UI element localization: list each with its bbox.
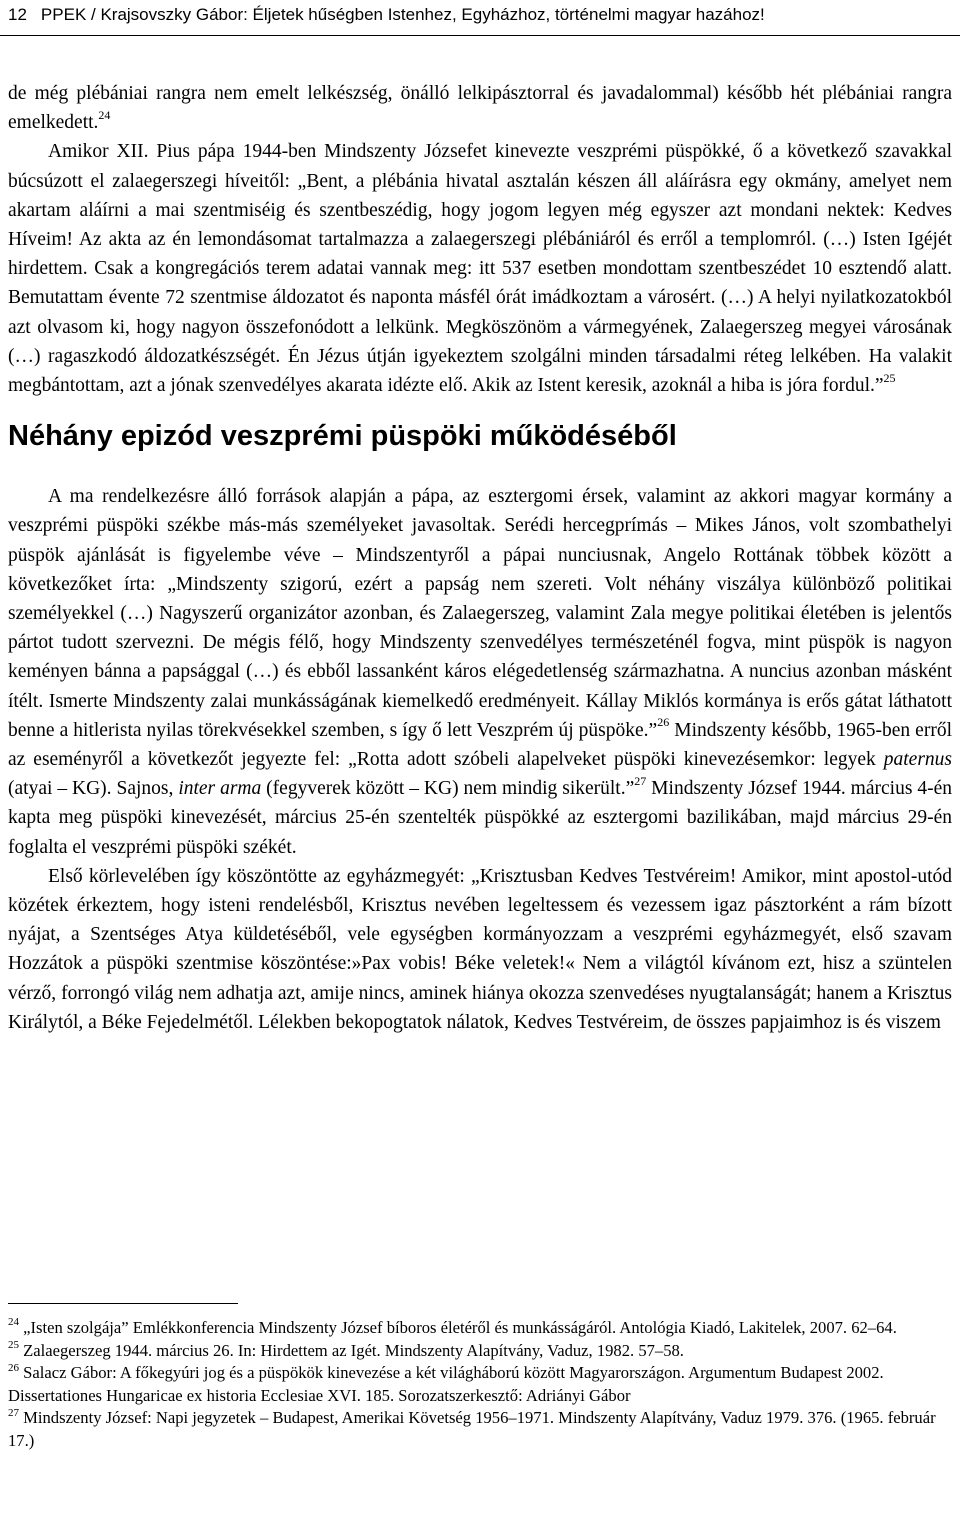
paragraph-3: [8, 482, 952, 862]
paragraph-4-text: Első körlevelében így köszöntötte az egyházmegyét: „Krisztusban Kedves Testvéreim! Amikor, mint apostol-utód közétek érkeztem, hogy isteni rendelésből, Krisztus nevében legeltessem és vezessem igaz pásztorként a rám bízott nyájat, a Szentséges Atya küldetéséből, vele egységben kormányozzam a veszprémi egyházmegyét, első szavam Hozzátok a püspöki szentmise köszöntése:»Pax vobis! Béke veletek!« Nem a világtól kívánom ezt, hisz a szüntelen vérző, forrongó világ nem adhatja azt, amije nincs, aminek hiánya okozza szenvedéses nyugtalanságát; hanem a Krisztus Királytól, a Béke Fejedelmétől. Lélekben bekopogtatok nálatok, Kedves Testvéreim, de összes papjaimhoz is és viszem: [8, 865, 952, 1033]
footnote-text: Salacz Gábor: A főkegyúri jog és a püspökök kinevezése a két világháború között Magyarországon. Argumentum Budapest 2002. Dissertationes Hungaricae ex historia Ecclesiae XVI. 185. Sorozatszerkesztő: Adriányi Gábor: [8, 1363, 884, 1405]
footnote-ref-25[interactable]: 25: [883, 370, 896, 385]
running-header: [8, 4, 952, 26]
footnote-26: [8, 1362, 952, 1407]
page-number: 12: [8, 5, 27, 24]
paragraph-3-text-b: Mindszenty később, 1965-ben erről az eseményről a következőt jegyezte fel: „Rotta adott szóbeli alapelveket püspöki kinevezésemkor: legyek: [8, 719, 952, 771]
footnote-number: 25: [8, 1339, 19, 1352]
footnote-text: Mindszenty József: Napi jegyzetek – Budapest, Amerikai Követség 1956–1971. Mindszenty Alapítvány, Vaduz 1979. 376. (1965. február 17.): [8, 1408, 936, 1450]
footnote-ref-26[interactable]: 26: [657, 715, 670, 730]
header-rule: [0, 35, 960, 36]
paragraph-4: [8, 862, 952, 1037]
running-title: PPEK / Krajsovszky Gábor: Éljetek hűségben Istenhez, Egyházhoz, történelmi magyar hazához!: [40, 5, 765, 24]
footnote-number: 26: [8, 1361, 19, 1374]
paragraph-1: [8, 79, 952, 137]
italic-paternus: paternus: [883, 749, 952, 771]
footnote-24: [8, 1317, 952, 1340]
footnote-number: 24: [8, 1316, 19, 1329]
footnote-text: „Isten szolgája” Emlékkonferencia Mindszenty József bíboros életéről és munkásságáról. Antológia Kiadó, Lakitelek, 2007. 62–64.: [19, 1318, 897, 1337]
footnote-number: 27: [8, 1406, 19, 1419]
paragraph-3-text-c: (atyai – KG). Sajnos,: [8, 778, 179, 800]
footnote-25: [8, 1340, 952, 1363]
footnote-rule: [8, 1303, 238, 1304]
paragraph-3-text-a: A ma rendelkezésre álló források alapján a pápa, az esztergomi érsek, valamint az akkori magyar kormány a veszprémi püspöki székbe más-más személyeket javasoltak. Serédi hercegprímás – Mikes János, volt szombathelyi püspök ajánlását is figyelembe véve – Mindszentyről a pápai nunciusnak, Angelo Rottának többek között a következőket írta: „Mindszenty szigorú, ezért a papság nem szereti. Volt néhány viszálya különböző politikai személyekkel (…) Nagyszerű organizátor azonban, és Zalaegerszeg, valamint Zala megye politikai életében is jelentős pártot tudott szervezni. De mégis félő, hogy Mindszenty szenvedélyes természeténél fogva, mint püspök is nagyon keményen bánna a papsággal (…) és ebből lassanként káros elégedetlenség származhatna. A nuncius azonban másként ítélt. Ismerte Mindszenty zalai munkásságának kiemelkedő eredményeit. Kállay Miklós kormánya is erős gátat láthatott benne a hitlerista nyilas törekvésekkel szemben, s így ő lett Veszprém új püspöke.”: [8, 486, 952, 741]
paragraph-2: [8, 137, 952, 400]
footnote-text: Zalaegerszeg 1944. március 26. In: Hirdettem az Igét. Mindszenty Alapítvány, Vaduz, 1982. 57–58.: [19, 1340, 684, 1360]
footnote-ref-27[interactable]: 27: [634, 773, 647, 788]
paragraph-3-text-d: (fegyverek között – KG) nem mindig sikerült.”: [261, 778, 635, 800]
paragraph-3-text-e: Mindszenty József 1944. március 4-én kapta meg püspöki kinevezését, március 25-én szentelték püspökké az esztergomi bazilikában, majd március 29-én foglalta el veszprémi püspöki székét.: [8, 778, 952, 858]
footnote-ref-24[interactable]: 24: [98, 107, 111, 122]
paragraph-1-text: de még plébániai rangra nem emelt lelkészség, önálló lelkipásztorral és javadalommal) később hét plébániai rangra emelkedett.: [8, 83, 952, 134]
body-text: [8, 79, 952, 1037]
footnote-27: [8, 1407, 952, 1452]
paragraph-2-text: Amikor XII. Pius pápa 1944-ben Mindszenty Józsefet kinevezte veszprémi püspökké, ő a következő szavakkal búcsúzott el zalaegerszegi híveitől: „Bent, a plébánia hivatal asztalán készen áll aláírásra egy okmány, amelyet nem akartam aláírni a mai szentmiséig és szentbeszédig, hogy jogom legyen még egyszer azt mondani nektek: Kedves Híveim! Az akta az én lemondásomat tartalmazza a zalaegerszegi plébániáról és erről a templomról. (…) Isten Igéjét hirdettem. Csak a kongregációs terem adatai vannak meg: itt 537 esetben mondottam szentbeszédet 10 esztendő alatt. Bemutattam évente 72 szentmise áldozatot és naponta másfél órát imádkoztam a városért. (…) A helyi nyilatkozatokból azt olvasom ki, hogy nagyon összefonódott a lelkünk. Megköszönöm a vármegyének, Zalaegerszeg megyei városának (…) ragaszkodó áldozatkészségét. Én Jézus útján igyekeztem szolgálni minden társadalmi réteg lelkében. Ha valakit megbántottam, azt a jónak szenvedélyes akarata idézte elő. Akik az Istent keresik, azoknál a hiba is jóra fordul.”: [8, 141, 952, 397]
italic-inter-arma: inter arma: [178, 778, 262, 800]
footnotes: [8, 1317, 952, 1453]
section-heading: Néhány epizód veszprémi püspöki működéséből: [8, 420, 677, 453]
